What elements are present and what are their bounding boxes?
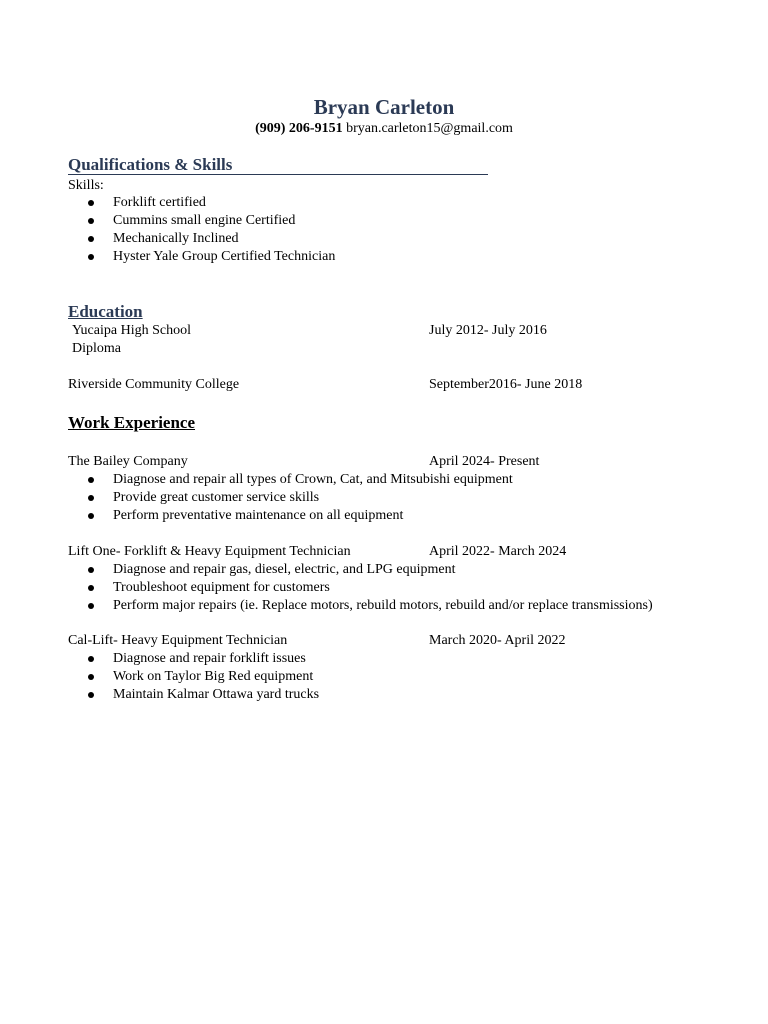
list-item [68, 212, 335, 230]
email-address: bryan.carleton15@gmail.com [346, 121, 513, 136]
bullet-icon [88, 674, 94, 680]
list-item [68, 248, 335, 266]
bullet-icon [88, 567, 94, 573]
skills-list [68, 194, 335, 266]
bullet-icon [88, 200, 94, 206]
qualifications-heading-rule [68, 174, 488, 175]
list-item [68, 579, 653, 597]
job-duties-list [68, 561, 653, 615]
work-experience-heading: Work Experience [68, 413, 196, 432]
duty-text: Troubleshoot equipment for customers [113, 580, 330, 595]
skill-text: Cummins small engine Certified [113, 213, 296, 228]
job-duties-list [68, 471, 513, 525]
job-title: Cal-Lift- Heavy Equipment Technician [68, 633, 288, 648]
bullet-icon [88, 495, 94, 501]
job-dates: April 2022- March 2024 [429, 544, 567, 559]
bullet-icon [88, 477, 94, 483]
skill-text: Mechanically Inclined [113, 231, 239, 246]
job-title: Lift One- Forklift & Heavy Equipment Technician [68, 544, 351, 559]
bullet-icon [88, 585, 94, 591]
bullet-icon [88, 254, 94, 260]
list-item [68, 471, 513, 489]
skills-label: Skills: [68, 178, 104, 193]
education-school: Riverside Community College [68, 377, 240, 392]
list-item [68, 686, 319, 704]
duty-text: Diagnose and repair all types of Crown, Cat, and Mitsubishi equipment [113, 472, 513, 487]
duty-text: Perform preventative maintenance on all equipment [113, 508, 404, 523]
job-dates: April 2024- Present [429, 454, 540, 469]
education-dates: September2016- June 2018 [429, 377, 583, 392]
list-item [68, 561, 653, 579]
duty-text: Maintain Kalmar Ottawa yard trucks [113, 687, 320, 702]
qualifications-heading: Qualifications & Skills [68, 155, 233, 174]
bullet-icon [88, 656, 94, 662]
duty-text: Diagnose and repair gas, diesel, electric, and LPG equipment [113, 562, 456, 577]
job-duties-list [68, 650, 319, 704]
education-dates: July 2012- July 2016 [429, 323, 547, 338]
bullet-icon [88, 218, 94, 224]
phone-number: (909) 206-9151 [255, 121, 343, 136]
skill-text: Forklift certified [113, 195, 206, 210]
contact-line [0, 120, 768, 138]
list-item [68, 230, 335, 248]
list-item [68, 650, 319, 668]
bullet-icon [88, 603, 94, 609]
duty-text: Perform major repairs (ie. Replace motors, rebuild motors, rebuild and/or replace transmissions) [113, 598, 653, 613]
skill-text: Hyster Yale Group Certified Technician [113, 249, 336, 264]
job-dates: March 2020- April 2022 [429, 633, 566, 648]
resume-name: Bryan Carleton [313, 95, 455, 119]
duty-text: Diagnose and repair forklift issues [113, 651, 306, 666]
duty-text: Work on Taylor Big Red equipment [113, 669, 314, 684]
job-title: The Bailey Company [68, 454, 188, 469]
education-heading: Education [68, 302, 143, 321]
bullet-icon [88, 692, 94, 698]
list-item [68, 194, 335, 212]
list-item [68, 489, 513, 507]
list-item [68, 668, 319, 686]
bullet-icon [88, 236, 94, 242]
education-detail: Diploma [72, 341, 121, 356]
duty-text: Provide great customer service skills [113, 490, 320, 505]
list-item [68, 507, 513, 525]
bullet-icon [88, 513, 94, 519]
list-item [68, 597, 653, 615]
education-school: Yucaipa High School [72, 323, 191, 338]
